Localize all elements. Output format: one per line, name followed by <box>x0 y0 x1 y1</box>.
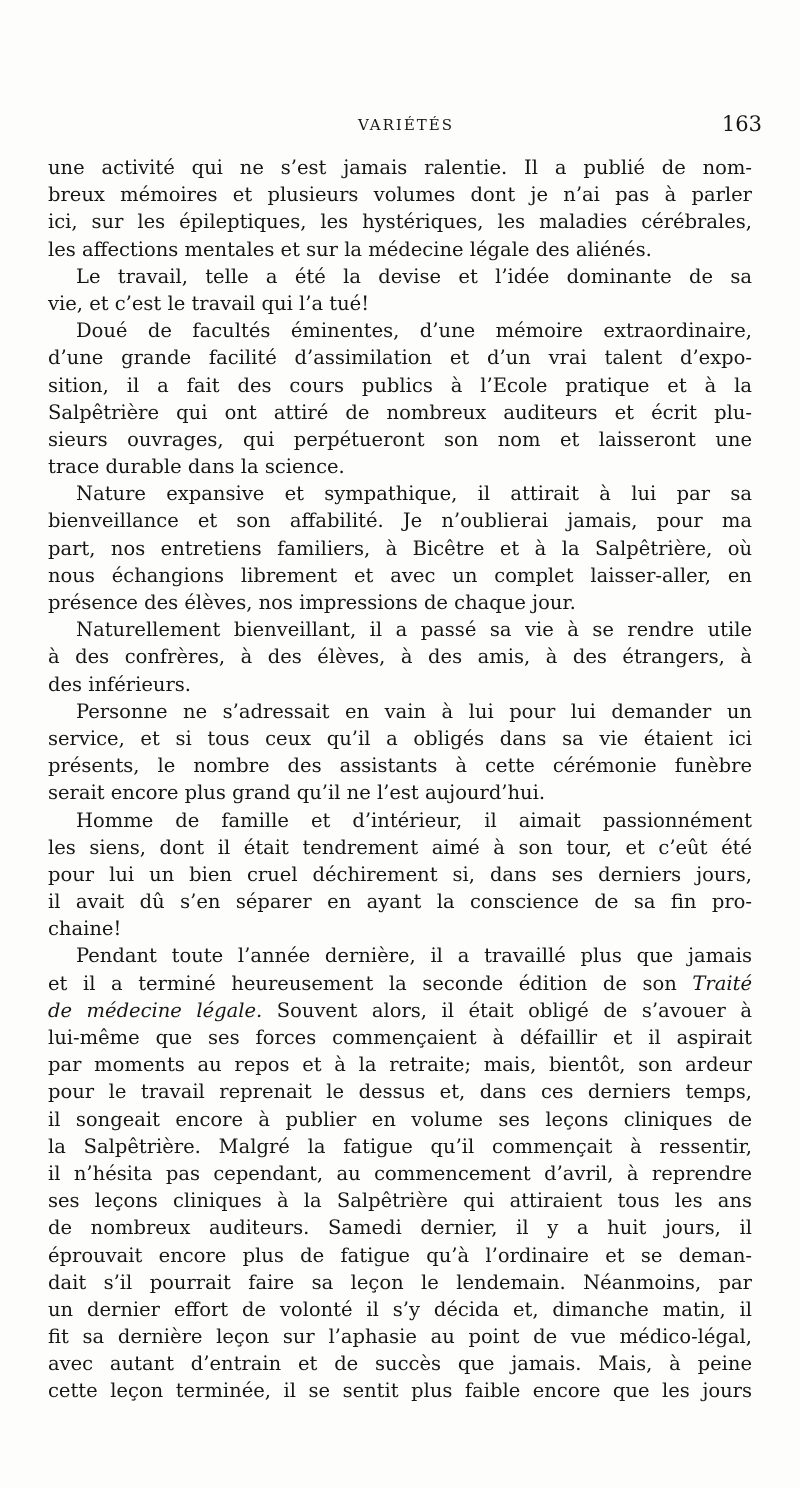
text-line: ici, sur les épileptiques, les hystériques, les maladies cérébrales, <box>48 210 752 234</box>
text-line: Salpêtrière qui ont attiré de nombreux auditeurs et écrit plu- <box>48 400 752 424</box>
text-line <box>48 997 752 1024</box>
page-number: 163 <box>721 112 762 136</box>
text-line: trace durable dans la science. <box>48 455 345 479</box>
text-line: les affections mentales et sur la médecine légale des aliénés. <box>48 237 652 261</box>
text-line: des inférieurs. <box>48 672 191 696</box>
text-line: service, et si tous ceux qu’il a obligés dans sa vie étaient ici <box>48 726 752 750</box>
text-line: nous échangions librement et avec un complet laisser-aller, en <box>48 563 752 587</box>
text-line: part, nos entretiens familiers, à Bicêtre et à la Salpêtrière, où <box>48 536 752 560</box>
text-line: il n’hésita pas cependant, au commencement d’avril, à reprendre <box>48 1161 752 1185</box>
text-line: chaine! <box>48 917 122 941</box>
text-line: de nombreux auditeurs. Samedi dernier, il y a huit jours, il <box>48 1216 752 1240</box>
text-line: dait s’il pourrait faire sa leçon le lendemain. Néanmoins, par <box>48 1270 752 1294</box>
running-head <box>48 112 764 142</box>
running-title: VARIÉTÉS <box>357 116 455 134</box>
text-line: pour lui un bien cruel déchirement si, dans ses derniers jours, <box>48 862 752 886</box>
line-text: Souvent alors, il était obligé de s’avouer à <box>262 998 753 1022</box>
text-line: Pendant toute l’année dernière, il a travaillé plus que jamais <box>76 944 752 968</box>
text-line: breux mémoires et plusieurs volumes dont je n’ai pas à parler <box>48 183 752 207</box>
text-line: un dernier effort de volonté il s’y décida et, dimanche matin, il <box>48 1297 752 1321</box>
italic-title: de médecine légale. <box>48 998 263 1022</box>
text-line <box>48 970 752 997</box>
text-line: présence des élèves, nos impressions de chaque jour. <box>48 591 576 614</box>
text-line: la Salpêtrière. Malgré la fatigue qu’il commençait à ressentir, <box>48 1134 752 1158</box>
text-line: sition, il a fait des cours publics à l’Ecole pratique et à la <box>48 373 752 397</box>
text-line: une activité qui ne s’est jamais ralentie. Il a publié de nom- <box>48 156 752 179</box>
text-line: vie, et c’est le travail qui l’a tué! <box>48 291 370 315</box>
text-line: ses leçons cliniques à la Salpêtrière qui attiraient tous les ans <box>48 1189 752 1213</box>
body-text <box>48 154 752 1405</box>
text-line: il avait dû s’en séparer en ayant la conscience de sa fin pro- <box>48 890 752 914</box>
text-line: Homme de famille et d’intérieur, il aimait passionnément <box>76 808 752 832</box>
text-line: Doué de facultés éminentes, d’une mémoire extraordinaire, <box>76 319 752 343</box>
line-text: et il a terminé heureusement la seconde édition de son <box>48 971 693 995</box>
text-line: fit sa dernière leçon sur l’aphasie au point de vue médico-légal, <box>48 1325 752 1349</box>
text-line: Naturellement bienveillant, il a passé sa vie à se rendre utile <box>76 618 752 642</box>
text-line: serait encore plus grand qu’il ne l’est aujourd’hui. <box>48 781 546 805</box>
text-line: d’une grande facilité d’assimilation et d’un vrai talent d’expo- <box>48 346 752 370</box>
text-line: par moments au repos et à la retraite; mais, bientôt, son ardeur <box>48 1053 752 1077</box>
text-line: bienveillance et son affabilité. Je n’oublierai jamais, pour ma <box>48 509 752 533</box>
text-line: lui-même que ses forces commençaient à défaillir et il aspirait <box>48 1026 752 1049</box>
text-line: avec autant d’entrain et de succès que jamais. Mais, à peine <box>48 1352 752 1376</box>
text-line: il songeait encore à publier en volume ses leçons cliniques de <box>48 1107 752 1131</box>
text-line: cette leçon terminée, il se sentit plus faible encore que les jours <box>48 1379 752 1403</box>
text-line: Le travail, telle a été la devise et l’idée dominante de sa <box>76 264 752 288</box>
text-line: Personne ne s’adressait en vain à lui pour lui demander un <box>76 699 752 723</box>
text-line: les siens, dont il était tendrement aimé à son tour, et c’eût été <box>48 835 752 859</box>
text-line: présents, le nombre des assistants à cette cérémonie funèbre <box>48 754 752 778</box>
text-line: pour le travail reprenait le dessus et, dans ces derniers temps, <box>48 1080 752 1104</box>
text-line: Nature expansive et sympathique, il attirait à lui par sa <box>76 482 752 506</box>
text-line: à des confrères, à des élèves, à des amis, à des étrangers, à <box>48 645 752 669</box>
italic-title: Traité <box>692 971 752 995</box>
text-line: sieurs ouvrages, qui perpétueront son nom et laisseront une <box>48 427 752 451</box>
text-line: éprouvait encore plus de fatigue qu’à l’ordinaire et se deman- <box>48 1243 752 1267</box>
